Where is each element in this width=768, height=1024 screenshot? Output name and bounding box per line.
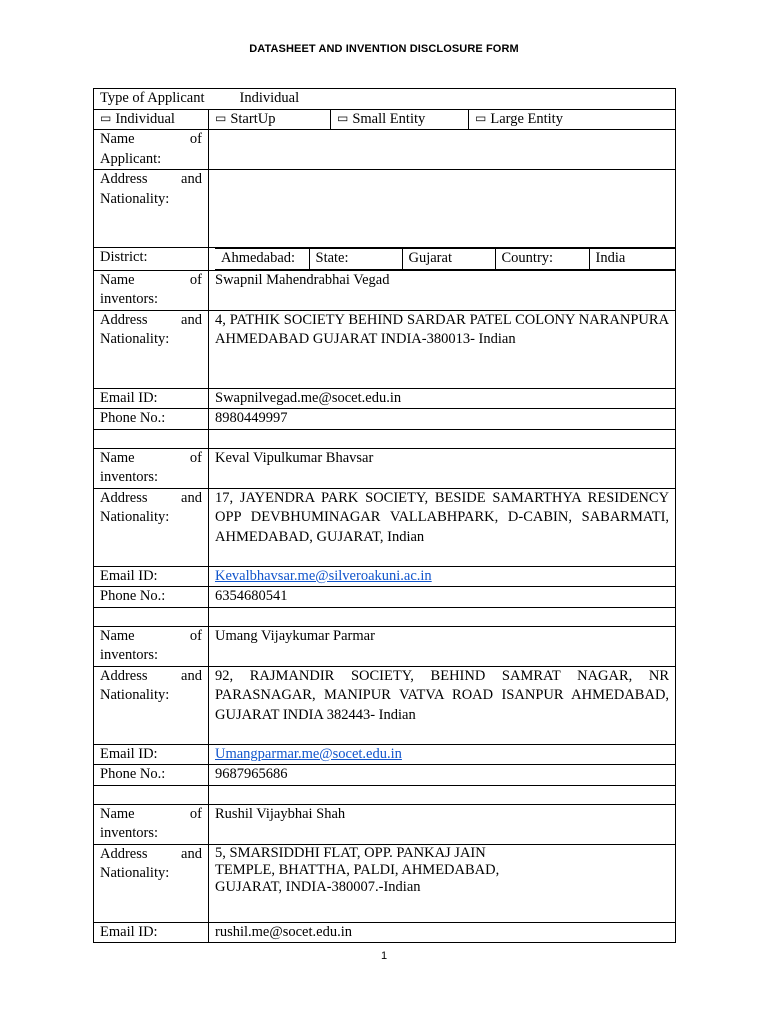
phone-label: Phone No.: [94, 587, 209, 608]
address-line: GUJARAT, INDIA-380007.-Indian [215, 878, 421, 895]
inventor-address-label: Address and Nationality: [94, 666, 209, 744]
applicant-address-label: Address and Nationality: [94, 170, 209, 248]
inventor-3-address: 92, RAJMANDIR SOCIETY, BEHIND SAMRAT NAGAR, NR PARASNAGAR, MANIPUR VATVA ROAD ISANPUR AHMEDABAD, GUJARAT INDIA 382443- Indian [209, 666, 676, 744]
spacer-row [94, 429, 676, 448]
applicant-type-label: Type of Applicant [100, 90, 205, 106]
applicant-address-field[interactable] [209, 170, 676, 248]
address-line: 5, SMARSIDDHI FLAT, OPP. PANKAJ JAIN [215, 844, 486, 861]
inventor-3-name: Umang Vijaykumar Parmar [209, 626, 676, 666]
applicant-type-value: Individual [239, 90, 300, 106]
applicant-name-label: Name of Applicant: [94, 130, 209, 170]
inventor-1-name: Swapnil Mahendrabhai Vegad [209, 270, 676, 310]
option-large-entity[interactable]: ▭ Large Entity [469, 109, 676, 130]
inventor-address-label: Address and Nationality: [94, 844, 209, 922]
inventor-name-label: Name of inventors: [94, 448, 209, 488]
option-startup[interactable]: ▭ StartUp [209, 109, 331, 130]
document-title: DATASHEET AND INVENTION DISCLOSURE FORM [249, 43, 519, 55]
email-label: Email ID: [94, 388, 209, 409]
country-value: India [589, 249, 676, 270]
email-label: Email ID: [94, 922, 209, 943]
inventor-3-email-link[interactable]: Umangparmar.me@socet.edu.in [215, 745, 402, 762]
email-label: Email ID: [94, 744, 209, 765]
inventor-address-label: Address and Nationality: [94, 310, 209, 388]
state-label: State: [309, 249, 402, 270]
inventor-1-phone: 8980449997 [209, 409, 676, 430]
inventor-name-label: Name of inventors: [94, 626, 209, 666]
checkbox-icon[interactable]: ▭ [100, 110, 112, 125]
applicant-name-field[interactable] [209, 130, 676, 170]
checkbox-icon[interactable]: ▭ [215, 110, 227, 125]
applicant-type-row [94, 89, 676, 110]
inventor-4-address [209, 844, 676, 922]
inventor-2-email-link[interactable]: Kevalbhavsar.me@silveroakuni.ac.in [215, 567, 432, 584]
inventor-name-label: Name of inventors: [94, 270, 209, 310]
disclosure-form-table [93, 88, 676, 943]
inventor-2-email-cell [209, 566, 676, 587]
page-number: 1 [380, 950, 388, 962]
checkbox-icon[interactable]: ▭ [337, 110, 349, 125]
location-row [209, 248, 676, 271]
email-label: Email ID: [94, 566, 209, 587]
phone-label: Phone No.: [94, 765, 209, 786]
state-value: Gujarat [402, 249, 495, 270]
inventor-2-address: 17, JAYENDRA PARK SOCIETY, BESIDE SAMARTHYA RESIDENCY OPP DEVBHUMINAGAR VALLABHPARK, D-CABIN, SABARMATI, AHMEDABAD, GUJARAT, Indian [209, 488, 676, 566]
option-small-entity[interactable]: ▭ Small Entity [331, 109, 469, 130]
phone-label: Phone No.: [94, 409, 209, 430]
inventor-1-email: Swapnilvegad.me@socet.edu.in [209, 388, 676, 409]
district-label: District: [94, 248, 209, 271]
inventor-1-address: 4, PATHIK SOCIETY BEHIND SARDAR PATEL COLONY NARANPURA AHMEDABAD GUJARAT INDIA-380013- Indian [209, 310, 676, 388]
inventor-2-phone: 6354680541 [209, 587, 676, 608]
inventor-3-email-cell [209, 744, 676, 765]
country-label: Country: [495, 249, 589, 270]
address-line: TEMPLE, BHATTHA, PALDI, AHMEDABAD, [215, 861, 500, 878]
inventor-address-label: Address and Nationality: [94, 488, 209, 566]
spacer-row [94, 607, 676, 626]
spacer-row [94, 785, 676, 804]
option-individual[interactable]: ▭ Individual [94, 109, 209, 130]
inventor-3-phone: 9687965686 [209, 765, 676, 786]
inventor-2-name: Keval Vipulkumar Bhavsar [209, 448, 676, 488]
inventor-name-label: Name of inventors: [94, 804, 209, 844]
district-value: Ahmedabad: [215, 249, 309, 270]
inventor-4-name: Rushil Vijaybhai Shah [209, 804, 676, 844]
inventor-4-email: rushil.me@socet.edu.in [209, 922, 676, 943]
checkbox-icon[interactable]: ▭ [475, 110, 487, 125]
